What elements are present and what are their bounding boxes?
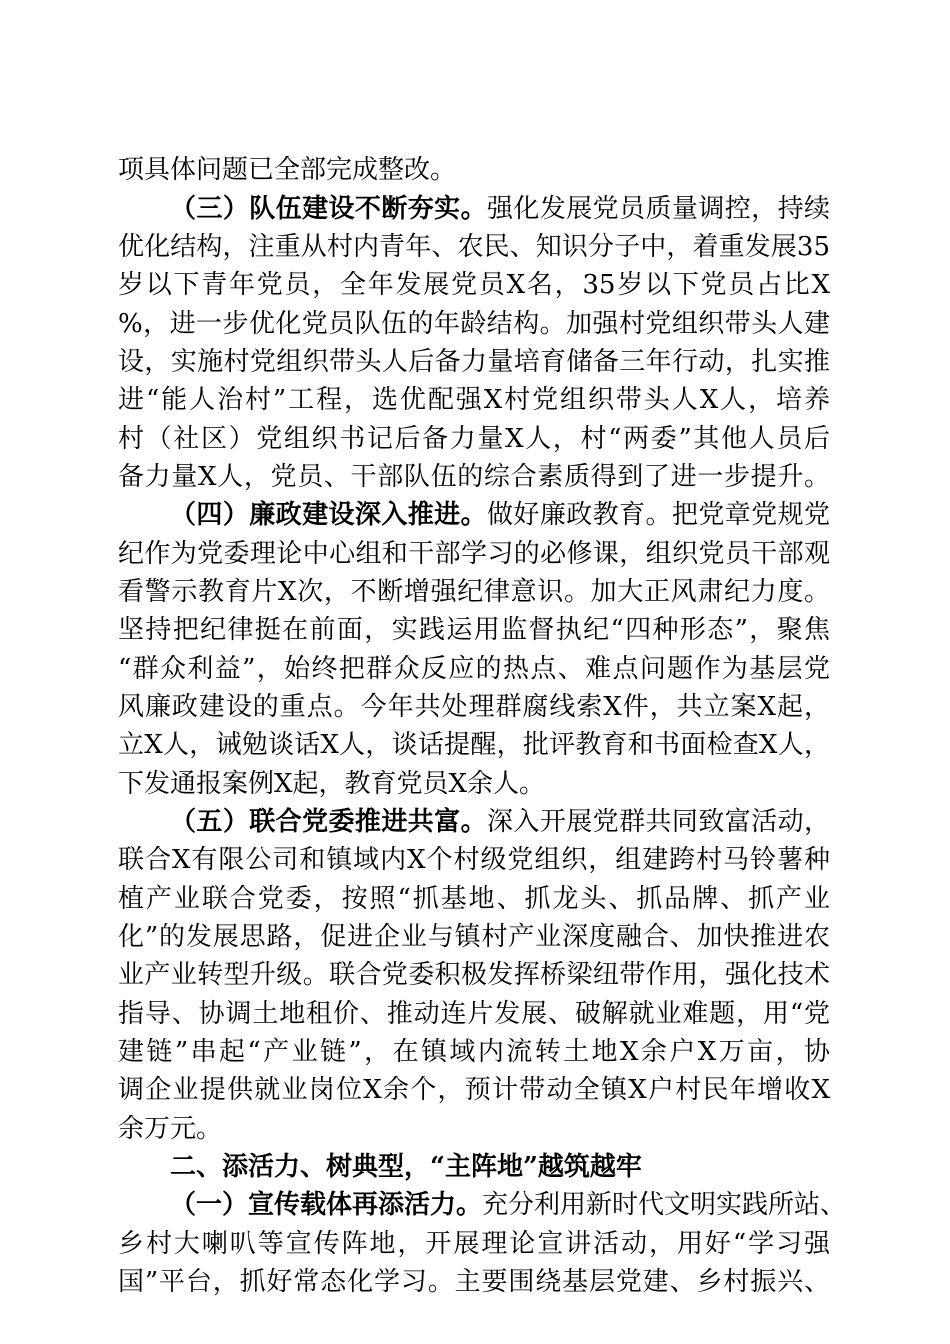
paragraph-line: 纪作为党委理论中心组和干部学习的必修课，组织党员干部观 (118, 539, 830, 569)
paragraph-line: 指导、协调土地租价、推动连片发展、破解就业难题，用“党 (118, 999, 830, 1029)
paragraph-title: （五）联合党委推进共富。 (170, 807, 487, 837)
paragraph-title: （四）廉政建设深入推进。 (170, 500, 487, 530)
paragraph-title: （一）宣传载体再添活力。 (170, 1190, 483, 1220)
paragraph-line: 备力量X人，党员、干部队伍的综合素质得到了进一步提升。 (118, 462, 830, 492)
paragraph-line: 项具体问题已全部完成整改。 (118, 155, 457, 185)
paragraph-line: 联合X有限公司和镇域内X个村级党组织，组建跨村马铃薯种 (118, 845, 830, 875)
paragraph-first-line (170, 189, 830, 229)
paragraph-line: 调企业提供就业岗位X余个，预计带动全镇X户村民年增收X (118, 1075, 830, 1105)
paragraph-line: 业产业转型升级。联合党委积极发挥桥梁纽带作用，强化技术 (118, 960, 830, 990)
paragraph-line: 下发通报案例X起，教育党员X余人。 (118, 769, 546, 799)
paragraph-title: （三）队伍建设不断夯实。 (170, 194, 487, 224)
paragraph-line: %，进一步优化党员队伍的年龄结构。加强村党组织带头人建 (118, 309, 830, 339)
paragraph-line: 进“能人治村”工程，选优配强X村党组织带头人X人，培养 (118, 385, 830, 415)
paragraph-line: 植产业联合党委，按照“抓基地、抓龙头、抓品牌、抓产业 (118, 884, 830, 914)
paragraph-line: 立X人，诫勉谈话X人，谈话提醒，批评教育和书面检查X人， (118, 730, 830, 760)
paragraph-line: 国”平台，抓好常态化学习。主要围绕基层党建、乡村振兴、 (118, 1267, 830, 1297)
paragraph-text: 做好廉政教育。把党章党规党 (487, 500, 830, 530)
paragraph-line: 岁以下青年党员，全年发展党员X名，35岁以下党员占比X (118, 270, 830, 300)
paragraph-text: 强化发展党员质量调控，持续 (487, 194, 830, 224)
paragraph-line: 坚持把纪律挺在前面，实践运用监督执纪“四种形态”，聚焦 (118, 615, 830, 645)
paragraph-first-line (170, 802, 830, 842)
paragraph-line: 村（社区）党组织书记后备力量X人，村“两委”其他人员后 (118, 424, 830, 454)
paragraph-line: 风廉政建设的重点。今年共处理群腐线索X件，共立案X起， (118, 692, 830, 722)
paragraph-line: “群众利益”，始终把群众反应的热点、难点问题作为基层党 (118, 654, 830, 684)
paragraph-line: 优化结构，注重从村内青年、农民、知识分子中，着重发展35 (118, 232, 830, 262)
paragraph-text: 充分利用新时代文明实践所站、 (482, 1190, 847, 1220)
section-heading: 二、添活力、树典型，“主阵地”越筑越牢 (170, 1152, 642, 1182)
paragraph-first-line (170, 495, 830, 535)
paragraph-text: 深入开展党群共同致富活动， (487, 807, 830, 837)
paragraph-line: 看警示教育片X次，不断增强纪律意识。加大正风肃纪力度。 (118, 577, 830, 607)
paragraph-line: 建链”串起“产业链”，在镇域内流转土地X余户X万亩，协 (118, 1037, 830, 1067)
paragraph-first-line (170, 1185, 847, 1225)
paragraph-line: 乡村大喇叭等宣传阵地，开展理论宣讲活动，用好“学习强 (118, 1229, 830, 1259)
paragraph-line: 余万元。 (118, 1114, 223, 1144)
paragraph-line: 设，实施村党组织带头人后备力量培育储备三年行动，扎实推 (118, 347, 830, 377)
paragraph-line: 化”的发展思路，促进企业与镇村产业深度融合、加快推进农 (118, 922, 830, 952)
